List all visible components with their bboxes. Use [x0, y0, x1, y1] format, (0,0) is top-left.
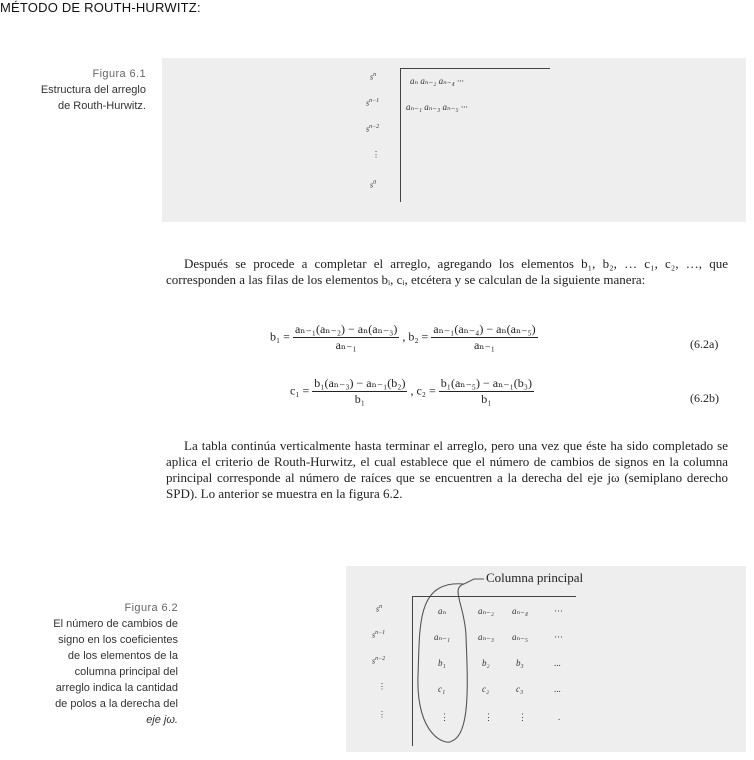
figure-6-2-caption-line-2: signo en los coeficientes	[58, 634, 178, 646]
fig2-r5-c4: .	[558, 712, 561, 722]
eq-c2-lhs: , c₂ =	[410, 383, 436, 398]
equation-6-2a	[270, 322, 538, 353]
fig1-row-label-4: ⋮	[372, 150, 380, 159]
figure-6-1-caption	[0, 66, 146, 114]
fig2-r3-c4: ...	[554, 658, 561, 668]
main-col-cell-2: aₙ₋₁	[434, 632, 451, 642]
figure-6-2-label: Figura 6.2	[124, 602, 178, 614]
eq-b1-fraction	[293, 322, 399, 353]
fig2-r1-c4: ···	[554, 606, 563, 616]
fig1-row-label-3: $s^{n-2}$	[366, 124, 380, 134]
eq-c1-numerator: b₁(aₙ₋₃) − aₙ₋₁(b₂)	[314, 376, 406, 390]
main-col-cell-4: c₁	[438, 684, 446, 694]
main-col-cell-1: aₙ	[438, 606, 447, 616]
eq-b2-denominator: aₙ₋₁	[473, 338, 495, 352]
figure-6-2-caption	[0, 600, 178, 728]
fig2-row-label-4: ⋮	[378, 682, 386, 691]
fig2-row-label-5: ⋮	[378, 710, 386, 719]
eq-c1-fraction	[312, 376, 407, 407]
figure-6-2-caption-line-7: eje jω.	[146, 714, 178, 726]
fig2-r1-c2: aₙ₋₂	[478, 606, 495, 616]
fig2-r2-c3: aₙ₋₅	[512, 632, 529, 642]
equation-6-2b	[290, 376, 534, 407]
main-col-cell-5: ⋮	[440, 712, 449, 722]
fig2-r4-c3: c₃	[516, 684, 524, 694]
fig2-r1-c3: aₙ₋₄	[512, 606, 529, 616]
eq-b1-lhs: b₁ =	[270, 329, 290, 344]
eq-c2-numerator: b₁(aₙ₋₅) − aₙ₋₁(b₃)	[440, 376, 532, 390]
fig2-r2-c2: aₙ₋₃	[478, 632, 495, 642]
fig1-row-label-2: $s^{n-1}$	[366, 98, 380, 108]
column-label: Columna principal	[486, 570, 584, 585]
fig2-r2-c4: ···	[554, 632, 563, 642]
eq-c1-denominator: b₁	[354, 392, 365, 406]
section-heading: MÉTODO DE ROUTH-HURWITZ:	[0, 0, 201, 15]
fig2-row-label-3: $s^{n-2}$	[372, 656, 386, 666]
fig1-vertical-rule	[400, 68, 401, 202]
figure-6-2-caption-line-6: de polos a la derecha del	[55, 698, 178, 710]
eq-c2-denominator: b₁	[481, 392, 492, 406]
figure-6-2-panel	[346, 566, 746, 752]
eq-c1-lhs: c₁ =	[290, 383, 310, 398]
figure-6-1-caption-line-2: de Routh-Hurwitz.	[57, 100, 146, 112]
eq-b1-numerator: aₙ₋₁(aₙ₋₂) − aₙ(aₙ₋₃)	[294, 322, 398, 336]
fig2-r3-c2: b₂	[482, 658, 490, 668]
figure-6-2-caption-line-1: El número de cambios de	[53, 618, 178, 630]
eq-b1-denominator: aₙ₋₁	[335, 338, 357, 352]
paragraph-1: Después se procede a completar el arreglo, agregando los elementos b₁, b₂, … c₁, c₂, …, que corresponden a las filas de los elementos bᵢ, cᵢ, etcétera y se calculan de la siguiente manera:	[166, 256, 728, 287]
fig1-row-label-5: $s^0$	[370, 180, 377, 190]
fig2-r5-c2: ⋮	[484, 712, 493, 722]
figure-6-1-caption-line-1: Estructura del arreglo	[40, 84, 146, 96]
fig2-r3-c3: b₃	[516, 658, 524, 668]
main-column-highlight	[346, 566, 746, 752]
eq-b2-fraction	[431, 322, 537, 353]
equation-6-2a-number: (6.2a)	[690, 337, 719, 351]
paragraph-2: La tabla continúa verticalmente hasta terminar el arreglo, pero una vez que éste ha sido completado se aplica el criterio de Routh-Hurwitz, el cual establece que el número de cambios de signos en la columna principal corresponde al número de raíces que se encuentren a la derecha del eje jω (semiplano derecho SPD). Lo anterior se muestra en la figura 6.2.	[166, 438, 728, 501]
figure-6-1-label: Figura 6.1	[92, 68, 146, 80]
column-label-leader	[464, 579, 484, 584]
fig2-r4-c2: c₂	[482, 684, 490, 694]
equation-6-2b-number: (6.2b)	[690, 391, 719, 405]
fig1-row-label-1: $s^n$	[370, 72, 377, 82]
fig2-row-label-2: $s^{n-1}$	[372, 630, 386, 640]
figure-6-1-panel	[162, 58, 746, 222]
main-col-cell-3: b₁	[438, 658, 446, 668]
fig1-row-2: aₙ₋₁ aₙ₋₃ aₙ₋₅ ···	[406, 102, 468, 112]
eq-b2-lhs: , b₂ =	[402, 329, 429, 344]
fig2-r5-c3: ⋮	[518, 712, 527, 722]
fig2-horizontal-rule	[412, 596, 576, 597]
figure-6-2-caption-line-4: columna principal del	[74, 666, 178, 678]
eq-c2-fraction	[439, 376, 534, 407]
fig2-row-label-1: $s^n$	[376, 604, 383, 614]
figure-6-2-caption-line-3: de los elementos de la	[67, 650, 178, 662]
eq-b2-numerator: aₙ₋₁(aₙ₋₄) − aₙ(aₙ₋₅)	[433, 322, 536, 336]
fig2-r4-c4: ...	[554, 684, 561, 694]
fig2-vertical-rule	[412, 596, 413, 746]
figure-6-2-caption-line-5: arreglo indica la cantidad	[55, 682, 178, 694]
fig1-row-1: aₙ aₙ₋₂ aₙ₋₄ ···	[410, 76, 464, 86]
fig1-horizontal-rule	[400, 68, 550, 69]
